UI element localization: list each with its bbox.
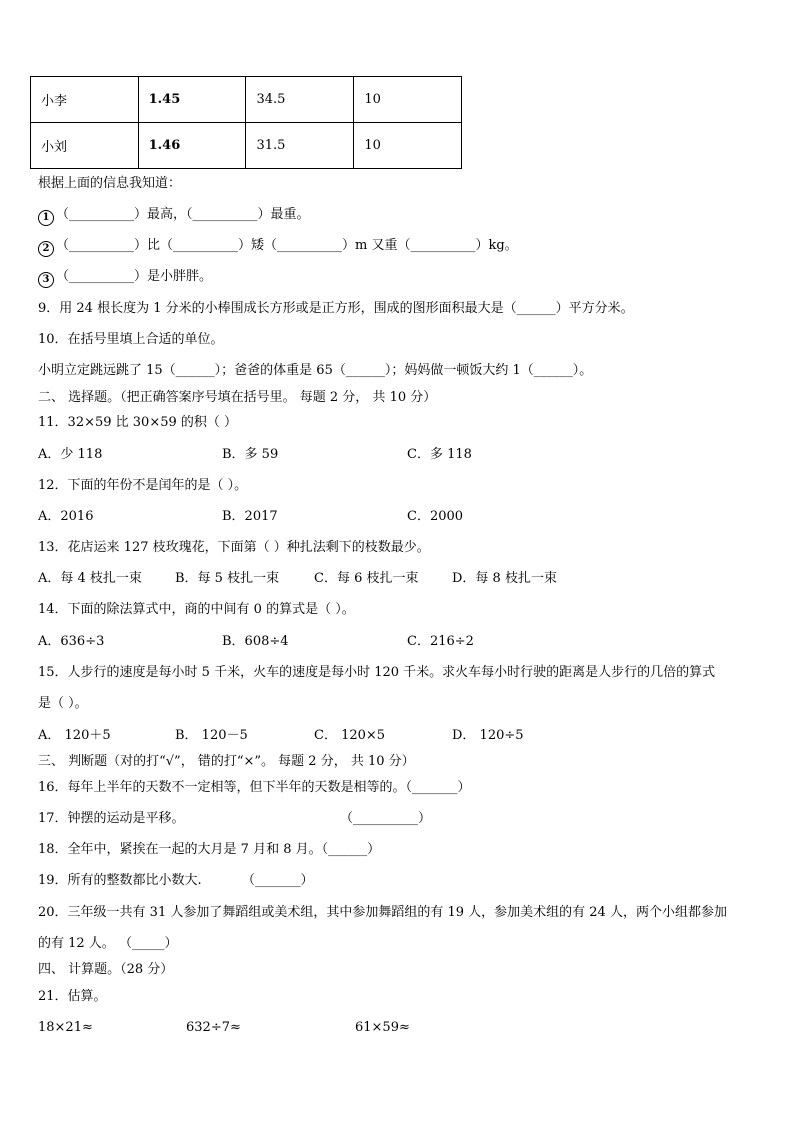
table-cell: 10 [354,77,462,123]
height-weight-table [30,76,462,169]
q12-option-b: B．2017 [222,509,278,524]
q13-option-d: D．每 8 枝扎一束 [452,571,557,586]
q8-item-text: （__________）比（__________）矮（__________）m 又重（__________）kg。 [56,238,518,253]
q14-option-c: C．216÷2 [407,634,474,649]
question-12-stem: 12．下面的年份不是闰年的是（ ）。 [38,478,248,493]
q8-intro: 根据上面的信息我知道： [38,176,182,191]
circled-number: 3 [38,272,54,288]
q11-option-a: A．少 118 [38,447,103,462]
question-15-stem-line1: 15．人步行的速度是每小时 5 千米，火车的速度是每小时 120 千米。求火车每小时行驶的距离是人步行的几倍的算式 [38,665,716,680]
section-4-heading: 四、 计算题。（28 分） [38,962,174,977]
question-15-stem-line2: 是（ ）。 [38,696,88,711]
q11-option-b: B．多 59 [222,447,279,462]
q14-option-b: B．608÷4 [222,634,289,649]
table-cell: 1.46 [138,123,246,169]
table-cell: 34.5 [246,77,354,123]
question-17-blank: （__________） [340,811,432,826]
q15-option-c: C． 120×5 [314,728,386,743]
question-16: 16．每年上半年的天数不一定相等，但下半年的天数是相等的。（_______） [38,780,471,795]
table-row [31,77,462,123]
q21-item: 632÷7≈ [186,1020,241,1035]
q21-item: 61×59≈ [355,1020,410,1035]
question-20-line1: 20．三年级一共有 31 人参加了舞蹈组或美术组，其中参加舞蹈组的有 19 人，参加美术组的有 24 人，两个小组都参加 [38,905,727,920]
section-2-heading: 二、 选择题。（把正确答案序号填在括号里。 每题 2 分， 共 10 分） [38,390,437,405]
q12-option-a: A．2016 [38,509,94,524]
table-cell: 1.45 [138,77,246,123]
circled-number: 2 [38,241,54,257]
q15-option-d: D． 120÷5 [452,728,524,743]
q14-option-a: A．636÷3 [38,634,105,649]
section-3-heading: 三、 判断题（对的打“√”， 错的打“×”。 每题 2 分， 共 10 分） [38,754,415,769]
q8-item [38,269,212,288]
question-17: 17．钟摆的运动是平移。 [38,811,185,826]
q13-option-b: B．每 5 枝扎一束 [175,571,280,586]
question-14-stem: 14．下面的除法算式中，商的中间有 0 的算式是（ ）。 [38,602,355,617]
q8-item-text: （__________）是小胖胖。 [56,269,213,284]
table-cell: 小李 [31,77,139,123]
question-9: 9．用 24 根长度为 1 分米的小棒围成长方形或是正方形，围成的图形面积最大是（______）平方分米。 [38,301,634,316]
question-19-blank: （_______） [242,873,314,888]
table-cell: 小刘 [31,123,139,169]
question-13-stem: 13．花店运来 127 枝玫瑰花，下面第（ ）种扎法剩下的枝数最少。 [38,540,430,555]
table-row [31,123,462,169]
question-20-line2: 的有 12 人。 （_____） [38,936,178,951]
q12-option-c: C．2000 [407,509,464,524]
table-cell: 10 [354,123,462,169]
q8-item-text: （__________）最高，（__________）最重。 [56,207,310,222]
q21-item: 18×21≈ [38,1020,93,1035]
q15-option-a: A． 120＋5 [38,728,111,743]
question-19: 19．所有的整数都比小数大. [38,873,202,888]
q8-item [38,238,518,257]
q8-item [38,207,310,226]
question-21-stem: 21．估算。 [38,989,107,1004]
question-10-body: 小明立定跳远跳了 15（______）；爸爸的体重是 65（______）；妈妈做一顿饭大约 1（______）。 [38,363,593,378]
q11-option-c: C．多 118 [407,447,472,462]
question-18: 18．全年中，紧挨在一起的大月是 7 月和 8 月。（______） [38,842,381,857]
q13-option-a: A．每 4 枝扎一束 [38,571,142,586]
circled-number: 1 [38,210,54,226]
question-10-stem: 10．在括号里填上合适的单位。 [38,332,224,347]
table-cell: 31.5 [246,123,354,169]
question-11-stem: 11．32×59 比 30×59 的积（ ） [38,415,238,430]
q15-option-b: B． 120－5 [175,728,248,743]
q13-option-c: C．每 6 枝扎一束 [314,571,419,586]
